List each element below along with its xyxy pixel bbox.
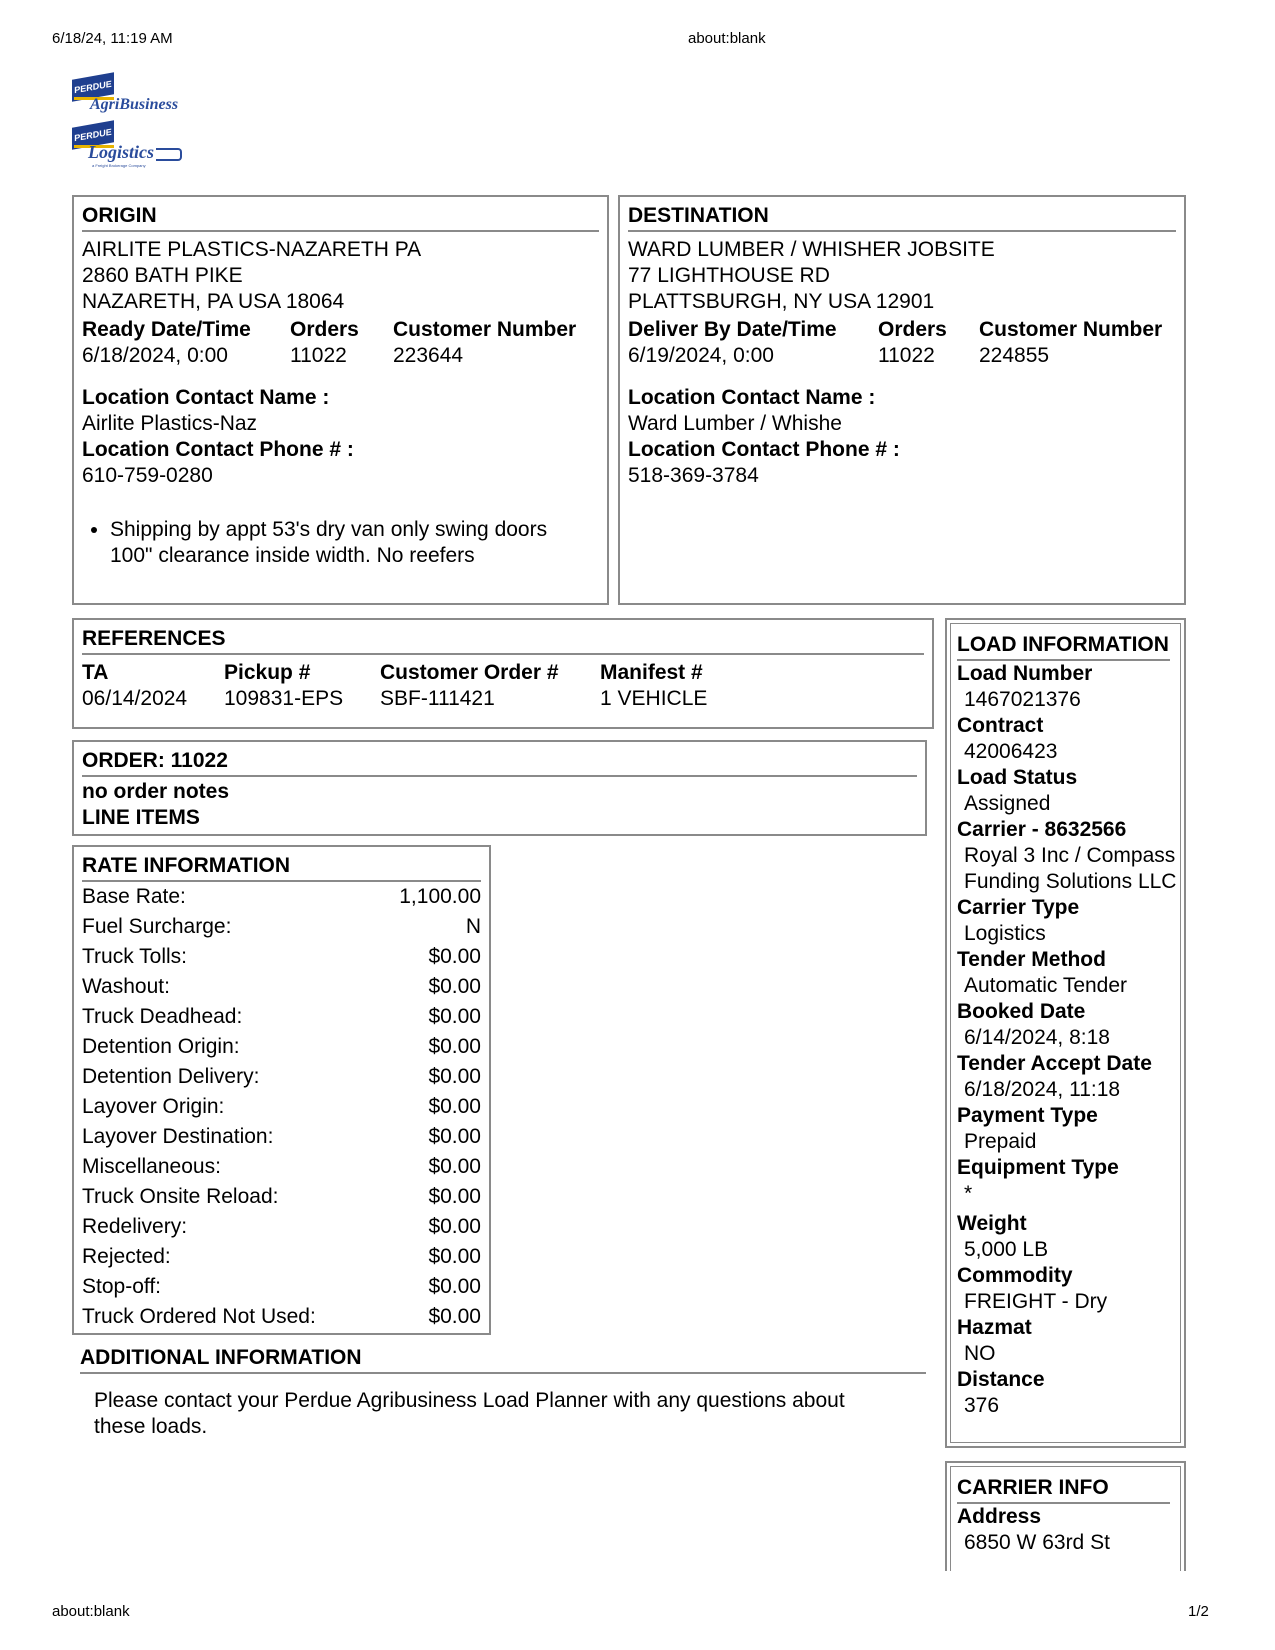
rate-information-section: [72, 845, 491, 1335]
carrier-address-value: 6850 W 63rd St: [964, 1531, 1110, 1554]
rate-value: $0.00: [428, 1005, 481, 1028]
origin-company: AIRLITE PLASTICS-NAZARETH PA: [82, 238, 422, 261]
load-info-label: Payment Type: [957, 1104, 1098, 1127]
load-info-label: Carrier - 8632566: [957, 818, 1127, 841]
order-section: [72, 740, 927, 836]
order-notes: no order notes: [82, 780, 230, 803]
load-info-label: Tender Accept Date: [957, 1052, 1152, 1075]
load-info-label: Commodity: [957, 1264, 1073, 1287]
origin-contact-name: Airlite Plastics-Naz: [82, 412, 258, 435]
origin-section: [72, 195, 609, 605]
rate-row: [82, 1002, 481, 1032]
rate-label: Truck Ordered Not Used:: [82, 1305, 316, 1328]
load-info-value: NO: [964, 1342, 996, 1365]
rate-label: Fuel Surcharge:: [82, 915, 232, 938]
perdue-logistics-logo: [72, 120, 202, 170]
rate-value: $0.00: [428, 975, 481, 998]
rate-value: $0.00: [428, 945, 481, 968]
origin-contact-name-label: Location Contact Name :: [82, 386, 330, 409]
destination-customer-label: Customer Number: [979, 318, 1163, 341]
ref-customer-order-value: SBF-111421: [380, 687, 495, 710]
load-info-items: [957, 661, 1182, 1419]
origin-customer-value: 223644: [393, 344, 464, 367]
destination-contact-phone-label: Location Contact Phone # :: [628, 438, 900, 461]
ref-pickup-value: 109831-EPS: [224, 687, 344, 710]
load-info-value: 5,000 LB: [964, 1238, 1049, 1261]
ref-ta-label: TA: [82, 661, 109, 684]
references-section: [72, 618, 934, 729]
origin-contact-phone-label: Location Contact Phone # :: [82, 438, 354, 461]
destination-street: 77 LIGHTHOUSE RD: [628, 264, 830, 287]
load-info-label: Weight: [957, 1212, 1027, 1235]
load-info-value: Logistics: [964, 922, 1046, 945]
additional-information-section: [80, 1345, 926, 1440]
origin-orders-value: 11022: [290, 344, 347, 367]
ref-manifest-label: Manifest #: [600, 661, 703, 684]
ref-customer-order-label: Customer Order #: [380, 661, 559, 684]
rate-label: Miscellaneous:: [82, 1155, 221, 1178]
load-info-value: Royal 3 Inc / Compass Funding Solutions LLC: [964, 844, 1177, 893]
rate-row: [82, 1122, 481, 1152]
rate-label: Stop-off:: [82, 1275, 161, 1298]
rate-row: [82, 1152, 481, 1182]
origin-orders-label: Orders: [290, 318, 359, 341]
load-info-label: Load Status: [957, 766, 1078, 789]
destination-contact-name: Ward Lumber / Whishe: [628, 412, 842, 435]
origin-notes-list: [82, 517, 590, 569]
origin-customer-label: Customer Number: [393, 318, 577, 341]
rate-label: Base Rate:: [82, 885, 186, 908]
destination-company: WARD LUMBER / WHISHER JOBSITE: [628, 238, 995, 261]
destination-orders-value: 11022: [878, 344, 935, 367]
rate-value: $0.00: [428, 1215, 481, 1238]
rate-row: [82, 1062, 481, 1092]
load-info-label: Booked Date: [957, 1000, 1086, 1023]
carrier-info-title: CARRIER INFO: [957, 1475, 1170, 1504]
print-datetime: 6/18/24, 11:19 AM: [52, 30, 173, 47]
rate-value: $0.00: [428, 1305, 481, 1328]
destination-customer-value: 224855: [979, 344, 1050, 367]
load-info-value: Prepaid: [964, 1130, 1037, 1153]
ref-manifest-value: 1 VEHICLE: [600, 687, 708, 710]
destination-title: DESTINATION: [628, 203, 1176, 232]
rate-row: [82, 1032, 481, 1062]
rate-label: Layover Origin:: [82, 1095, 225, 1118]
destination-section: [618, 195, 1186, 605]
rate-label: Truck Deadhead:: [82, 1005, 243, 1028]
rate-value: $0.00: [428, 1125, 481, 1148]
load-info-label: Hazmat: [957, 1316, 1032, 1339]
origin-title: ORIGIN: [82, 203, 599, 232]
rate-row: [82, 1272, 481, 1302]
additional-title: ADDITIONAL INFORMATION: [80, 1345, 926, 1374]
destination-orders-label: Orders: [878, 318, 947, 341]
rate-value: $0.00: [428, 1275, 481, 1298]
load-info-value: *: [964, 1182, 973, 1205]
rate-value: 1,100.00: [399, 885, 481, 908]
load-info-value: FREIGHT - Dry: [964, 1290, 1108, 1313]
logistics-swoosh-icon: [156, 148, 182, 161]
ref-ta-value: 06/14/2024: [82, 687, 188, 710]
rate-value: $0.00: [428, 1095, 481, 1118]
load-info-value: 6/18/2024, 11:18: [964, 1078, 1121, 1101]
rate-value: $0.00: [428, 1035, 481, 1058]
page-number: 1/2: [1188, 1603, 1209, 1620]
references-title: REFERENCES: [82, 626, 924, 655]
rate-value: $0.00: [428, 1155, 481, 1178]
destination-city: PLATTSBURGH, NY USA 12901: [628, 290, 935, 313]
order-title: ORDER: 11022: [82, 748, 917, 777]
rate-row: [82, 1212, 481, 1242]
load-info-label: Equipment Type: [957, 1156, 1119, 1179]
rate-row: [82, 1182, 481, 1212]
rate-label: Layover Destination:: [82, 1125, 274, 1148]
rate-label: Truck Onsite Reload:: [82, 1185, 279, 1208]
logistics-tagline: a Freight Brokerage Company: [92, 163, 146, 168]
rate-value: $0.00: [428, 1065, 481, 1088]
perdue-badge-text: PERDUE: [74, 78, 112, 96]
rate-row: [82, 972, 481, 1002]
rate-value: $0.00: [428, 1185, 481, 1208]
agribusiness-text: AgriBusiness: [90, 96, 179, 113]
origin-ready-value: 6/18/2024, 0:00: [82, 344, 228, 367]
load-info-value: 6/14/2024, 8:18: [964, 1026, 1110, 1049]
print-url: about:blank: [688, 30, 766, 47]
order-line-items: LINE ITEMS: [82, 806, 200, 829]
load-info-label: Load Number: [957, 662, 1093, 685]
footer-url: about:blank: [52, 1603, 130, 1620]
ref-pickup-label: Pickup #: [224, 661, 311, 684]
rate-row: [82, 912, 481, 942]
destination-deliver-value: 6/19/2024, 0:00: [628, 344, 774, 367]
destination-contact-name-label: Location Contact Name :: [628, 386, 876, 409]
load-info-value: Assigned: [964, 792, 1051, 815]
rate-label: Redelivery:: [82, 1215, 188, 1238]
rate-row: [82, 942, 481, 972]
rate-row: [82, 1092, 481, 1122]
additional-text: Please contact your Perdue Agribusiness Load Planner with any questions about these loads.: [94, 1389, 845, 1438]
origin-ready-label: Ready Date/Time: [82, 318, 251, 341]
rate-rows: [82, 882, 481, 1332]
rate-label: Rejected:: [82, 1245, 171, 1268]
rate-row: [82, 882, 481, 912]
perdue-agribusiness-logo: [72, 72, 192, 118]
rate-label: Detention Origin:: [82, 1035, 240, 1058]
load-info-label: Carrier Type: [957, 896, 1080, 919]
load-info-label: Tender Method: [957, 948, 1106, 971]
carrier-address-label: Address: [957, 1505, 1042, 1528]
origin-note: • Shipping by appt 53's dry van only swing doors 100" clearance inside width. No reefers: [110, 517, 590, 569]
rate-value: $0.00: [428, 1245, 481, 1268]
rate-label: Detention Delivery:: [82, 1065, 260, 1088]
destination-deliver-label: Deliver By Date/Time: [628, 318, 837, 341]
rate-label: Washout:: [82, 975, 170, 998]
carrier-info-section: [945, 1461, 1186, 1571]
load-info-title: LOAD INFORMATION: [957, 632, 1170, 661]
load-info-label: Contract: [957, 714, 1044, 737]
load-info-label: Distance: [957, 1368, 1045, 1391]
load-info-value: Automatic Tender: [964, 974, 1128, 997]
origin-street: 2860 BATH PIKE: [82, 264, 243, 287]
origin-city: NAZARETH, PA USA 18064: [82, 290, 345, 313]
load-information-section: [945, 618, 1186, 1448]
rate-label: Truck Tolls:: [82, 945, 188, 968]
load-info-value: 1467021376: [964, 688, 1081, 711]
rate-value: N: [465, 915, 481, 938]
rate-row: [82, 1302, 481, 1332]
load-info-value: 376: [964, 1394, 1000, 1417]
perdue-badge-text: PERDUE: [74, 126, 112, 144]
rate-row: [82, 1242, 481, 1272]
rate-title: RATE INFORMATION: [82, 853, 481, 882]
origin-contact-phone: 610-759-0280: [82, 464, 213, 487]
destination-contact-phone: 518-369-3784: [628, 464, 759, 487]
load-info-value: 42006423: [964, 740, 1058, 763]
logistics-text: Logistics: [88, 142, 154, 162]
